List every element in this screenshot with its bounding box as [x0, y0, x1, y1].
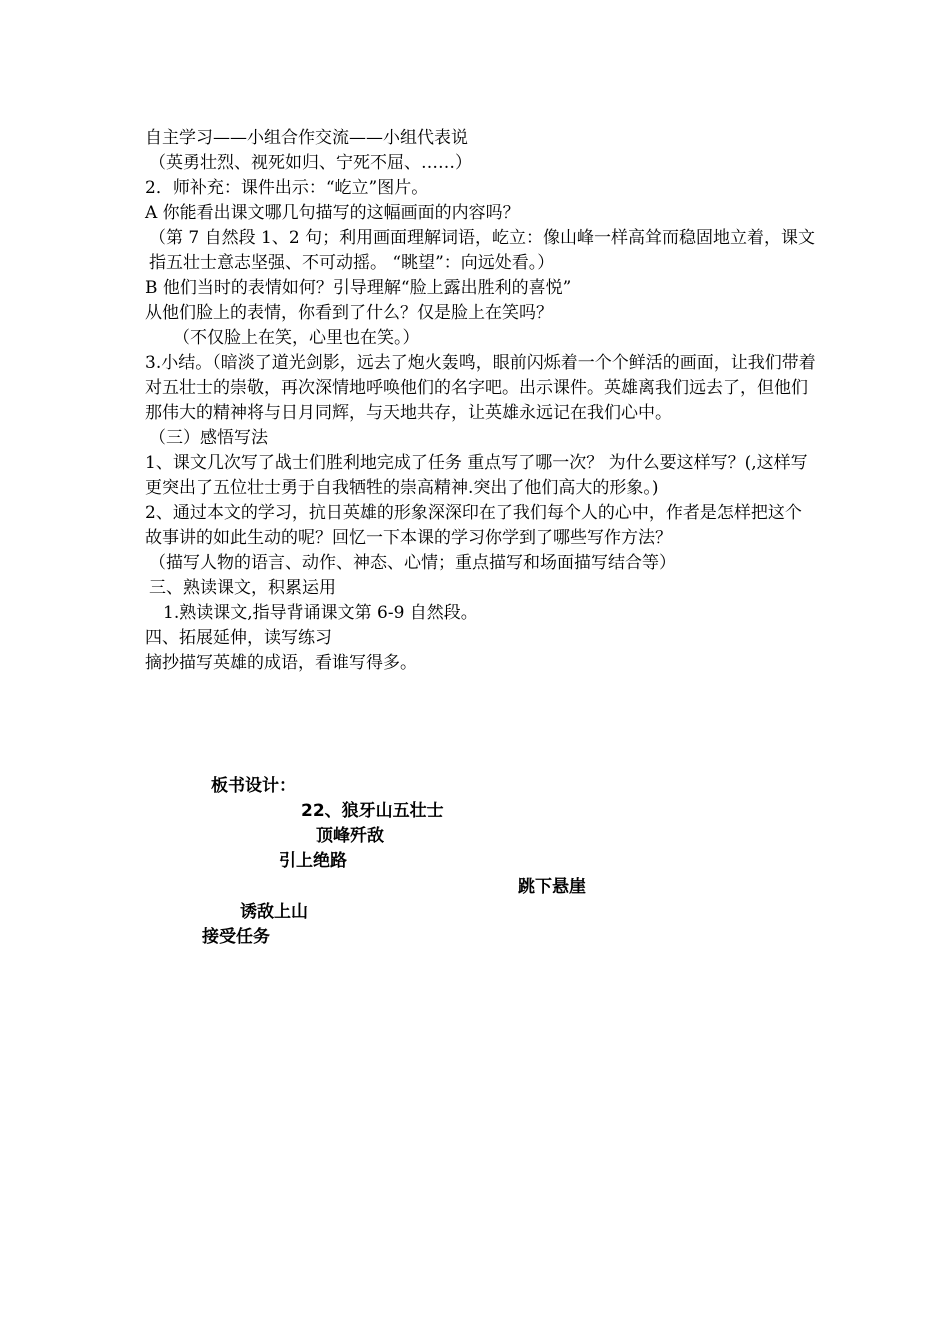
board-title: 22、狼牙山五壮士: [301, 801, 444, 821]
text-line: （英勇壮烈、视死如归、宁死不屈、……）: [149, 153, 472, 173]
text-line: B 他们当时的表情如何？引导理解“脸上露出胜利的喜悦”: [145, 278, 572, 298]
board-step-accept: 接受任务: [202, 927, 270, 947]
text-line: 3.小结。（暗淡了道光剑影，远去了炮火轰鸣，眼前闪烁着一个个鲜活的画面，让我们带着对五壮士的崇敬，再次深情地呼唤他们的名字吧。出示课件。英雄离我们远去了，但他们那伟大的精神将与日月同辉，与天地共存，让英雄永远记在我们心中。: [145, 353, 816, 423]
text-line: 1、课文几次写了战士们胜利地完成了任务 重点写了哪一次？ 为什么要这样写？(,这样写更突出了五位壮士勇于自我牺牲的崇高精神.突出了他们高大的形象。): [145, 453, 808, 498]
board-heading: 板书设计：: [211, 776, 296, 796]
text-line: 三、熟读课文，积累运用: [149, 578, 336, 598]
text-line: （描写人物的语言、动作、神态、心情；重点描写和场面描写结合等）: [149, 553, 676, 573]
text-line: 从他们脸上的表情，你看到了什么？仅是脸上在笑吗？: [145, 303, 553, 323]
text-line: A 你能看出课文哪几句描写的这幅画面的内容吗？: [145, 203, 520, 223]
text-line: （不仅脸上在笑，心里也在笑。）: [173, 328, 420, 348]
text-line: 2、通过本文的学习，抗日英雄的形象深深印在了我们每个人的心中，作者是怎样把这个故事讲的如此生动的呢？回忆一下本课的学习你学到了哪些写作方法？: [145, 503, 802, 548]
text-line: （第 7 自然段 1、2 句；利用画面理解词语，屹立：像山峰一样高耸而稳固地立着，课文指五壮士意志坚强、不可动摇。 “眺望”：向远处看。）: [149, 228, 816, 273]
text-line: 自主学习——小组合作交流——小组代表说: [145, 128, 468, 148]
text-line: 四、拓展延伸，读写练习: [145, 628, 332, 648]
board-step-jump: 跳下悬崖: [518, 877, 586, 897]
board-step-lure-road: 引上绝路: [279, 851, 347, 871]
text-line: 1.熟读课文,指导背诵课文第 6-9 自然段。: [163, 603, 478, 623]
board-step-lure-mountain: 诱敌上山: [240, 902, 308, 922]
text-line: 摘抄描写英雄的成语，看谁写得多。: [145, 653, 417, 673]
text-line: 2．师补充：课件出示：“屹立”图片。: [145, 178, 429, 198]
text-line: （三）感悟写法: [149, 428, 268, 448]
lesson-body: [145, 126, 817, 676]
board-step-top: 顶峰歼敌: [316, 826, 384, 846]
